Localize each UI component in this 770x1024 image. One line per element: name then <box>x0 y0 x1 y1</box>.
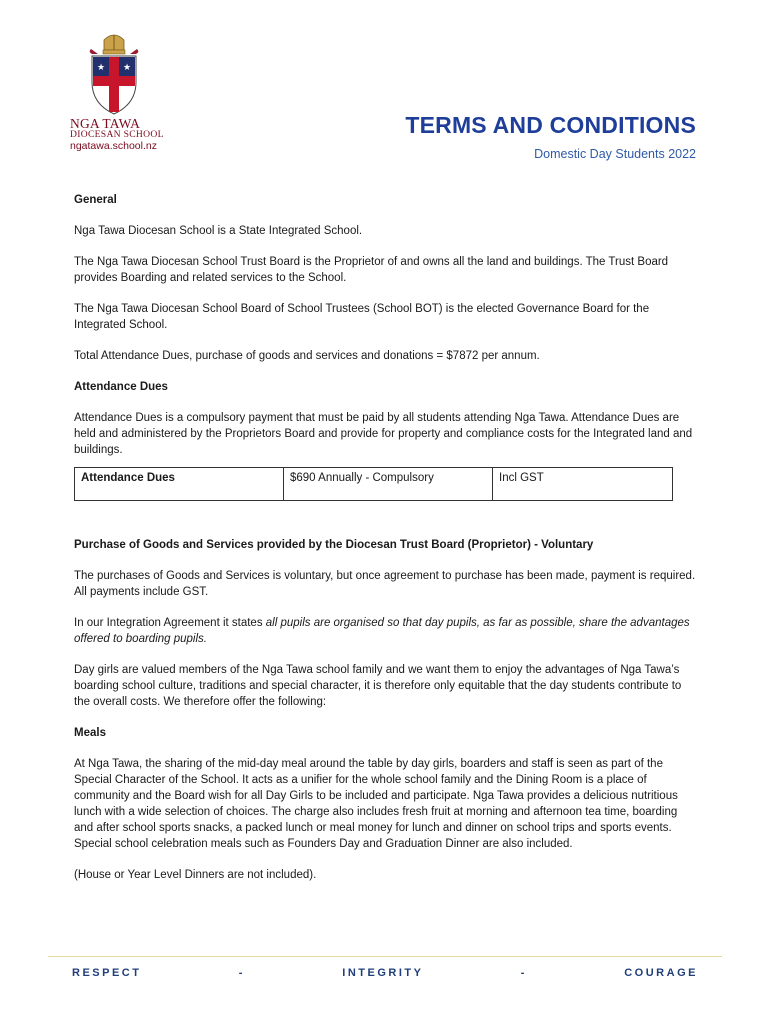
table-cell-gst: Incl GST <box>493 468 673 501</box>
paragraph: Total Attendance Dues, purchase of goods and services and donations = $7872 per annum. <box>74 350 540 362</box>
paragraph-lead: In our Integration Agreement it states <box>74 617 266 629</box>
school-crest-logo <box>88 32 140 116</box>
paragraph: The purchases of Goods and Services is voluntary, but once agreement to purchase has been made, payment is required. All payments include GST. <box>74 570 696 598</box>
table-cell-amount: $690 Annually - Compulsory <box>284 468 493 501</box>
paragraph-integration <box>74 615 699 647</box>
table-cell-label: Attendance Dues <box>75 468 284 501</box>
paragraph: Attendance Dues is a compulsory payment that must be paid by all students attending Nga Tawa. Attendance Dues are held and administered by the Proprietors Board and provide for property and compliance costs for the Integrated land and buildings. <box>74 412 693 456</box>
paragraph: The Nga Tawa Diocesan School Trust Board is the Proprietor of and owns all the land and buildings. The Trust Board provides Boarding and related services to the School. <box>74 256 669 284</box>
section-heading-purchase: Purchase of Goods and Services provided by the Diocesan Trust Board (Proprietor) - Voluntary <box>74 539 594 551</box>
section-heading-meals: Meals <box>74 727 106 739</box>
footer-value-respect: RESPECT <box>72 967 142 979</box>
document-subtitle: Domestic Day Students 2022 <box>534 147 696 161</box>
footer-value-courage: COURAGE <box>624 967 698 979</box>
svg-text:★: ★ <box>122 63 132 73</box>
footer-separator: - <box>520 967 527 979</box>
footer-separator: - <box>238 967 245 979</box>
logo-school-subtitle: DIOCESAN SCHOOL <box>70 129 164 140</box>
footer-divider <box>48 956 722 957</box>
document-body <box>74 192 699 898</box>
logo-website: ngatawa.school.nz <box>70 140 157 152</box>
svg-text:★: ★ <box>96 63 106 73</box>
paragraph: Nga Tawa Diocesan School is a State Integrated School. <box>74 225 363 237</box>
logo-school-name: NGA TAWA <box>70 116 141 131</box>
footer-values <box>72 967 698 979</box>
paragraph: The Nga Tawa Diocesan School Board of School Trustees (School BOT) is the elected Governance Board for the Integrated School. <box>74 303 650 331</box>
section-heading-general: General <box>74 194 117 206</box>
paragraph: (House or Year Level Dinners are not included). <box>74 869 317 881</box>
paragraph: At Nga Tawa, the sharing of the mid-day meal around the table by day girls, boarders and staff is seen as part of the Special Character of the School. It acts as a unifier for the whole school family and the Dining Room is a place of community and the Board wish for all Day Girls to be included and participate. Nga Tawa provides a delicious nutritious lunch with a wide selection of choices. The charge also includes fresh fruit at morning and afternoon tea time, boarding and after school sports snacks, a packed lunch or meal money for lunch and dinner on school trips and sports events. Special school celebration meals such as Founders Day and Graduation Dinner are also included. <box>74 758 678 850</box>
footer-value-integrity: INTEGRITY <box>342 967 424 979</box>
section-heading-attendance-dues: Attendance Dues <box>74 381 168 393</box>
attendance-dues-table <box>74 467 673 501</box>
paragraph-italic-quote: all pupils are organised so that day pupils, as far as possible, share the advantages offered to boarding pupils. <box>74 617 690 645</box>
document-title: TERMS AND CONDITIONS <box>405 112 696 138</box>
paragraph: Day girls are valued members of the Nga Tawa school family and we want them to enjoy the advantages of Nga Tawa’s boarding school culture, traditions and special character, it is therefore only equitable that the day students contribute to the overall costs. We therefore offer the following: <box>74 664 682 708</box>
table-row <box>75 468 673 501</box>
